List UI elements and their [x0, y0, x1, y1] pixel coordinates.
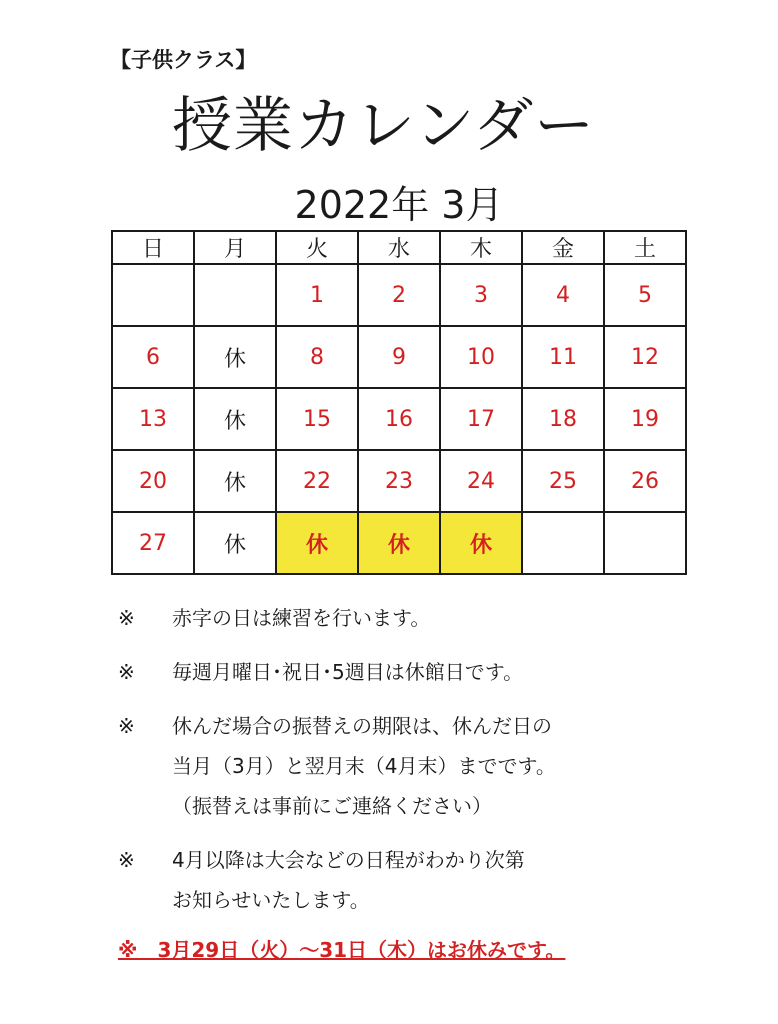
- calendar-cell-closed: 休: [440, 512, 522, 574]
- calendar-cell: 休: [194, 326, 276, 388]
- note-mark: ※: [118, 606, 135, 630]
- calendar-cell: 10: [440, 326, 522, 388]
- calendar-cell: 8: [276, 326, 358, 388]
- weekday-header-row: [112, 231, 686, 264]
- calendar-cell: [112, 264, 194, 326]
- calendar-week-row: [112, 264, 686, 326]
- note-3: [118, 706, 758, 746]
- calendar-cell: 27: [112, 512, 194, 574]
- note-3-line2: 当月（3月）と翌月末（4月末）までです。: [172, 754, 556, 778]
- closure-notice: ※ 3月29日（火）～31日（木）はお休みです。: [118, 938, 566, 962]
- calendar-week-row: [112, 512, 686, 574]
- note-mark: ※: [118, 848, 135, 872]
- calendar-cell: 22: [276, 450, 358, 512]
- calendar-cell: 23: [358, 450, 440, 512]
- weekday-header: 火: [276, 231, 358, 264]
- calendar-cell: 16: [358, 388, 440, 450]
- note-3-line3: （振替えは事前にご連絡ください）: [172, 794, 492, 818]
- note-mark: ※: [118, 714, 135, 738]
- note-4: [118, 840, 758, 880]
- calendar-cell: 休: [194, 388, 276, 450]
- weekday-header: 月: [194, 231, 276, 264]
- note-mark: ※: [118, 660, 135, 684]
- calendar-cell: 24: [440, 450, 522, 512]
- note-4-line1: 4月以降は大会などの日程がわかり次第: [172, 848, 525, 872]
- calendar-cell: 13: [112, 388, 194, 450]
- calendar-cell: 11: [522, 326, 604, 388]
- weekday-header: 土: [604, 231, 686, 264]
- calendar-cell: 15: [276, 388, 358, 450]
- calendar-cell: 3: [440, 264, 522, 326]
- calendar-cell: 25: [522, 450, 604, 512]
- notes: [118, 598, 758, 963]
- calendar-week-row: [112, 450, 686, 512]
- calendar-cell: 20: [112, 450, 194, 512]
- calendar-cell: 4: [522, 264, 604, 326]
- calendar-cell: 6: [112, 326, 194, 388]
- calendar-cell: 5: [604, 264, 686, 326]
- calendar-cell-closed: 休: [276, 512, 358, 574]
- calendar-table: [111, 230, 687, 575]
- calendar-cell: 1: [276, 264, 358, 326]
- note-2: [118, 652, 758, 692]
- calendar-cell: [522, 512, 604, 574]
- calendar-cell: [194, 264, 276, 326]
- calendar-cell: 17: [440, 388, 522, 450]
- calendar-cell: [604, 512, 686, 574]
- weekday-header: 木: [440, 231, 522, 264]
- calendar-cell: 2: [358, 264, 440, 326]
- note-3-line1: 休んだ場合の振替えの期限は、休んだ日の: [172, 714, 552, 738]
- calendar-cell: 休: [194, 512, 276, 574]
- calendar-cell: 18: [522, 388, 604, 450]
- note-1-text: 赤字の日は練習を行います。: [172, 606, 431, 630]
- page-title: 授業カレンダー: [172, 91, 596, 161]
- weekday-header: 日: [112, 231, 194, 264]
- calendar-cell: 9: [358, 326, 440, 388]
- note-2-text: 毎週月曜日･祝日･5週目は休館日です。: [172, 660, 524, 684]
- note-4-line2: お知らせいたします。: [172, 888, 370, 912]
- class-label: 【子供クラス】: [110, 48, 257, 72]
- calendar-cell: 休: [194, 450, 276, 512]
- calendar-cell: 26: [604, 450, 686, 512]
- calendar-week-row: [112, 326, 686, 388]
- weekday-header: 金: [522, 231, 604, 264]
- note-1: [118, 598, 758, 638]
- calendar-cell: 12: [604, 326, 686, 388]
- calendar-cell-closed: 休: [358, 512, 440, 574]
- calendar-cell: 19: [604, 388, 686, 450]
- calendar-week-row: [112, 388, 686, 450]
- calendar-body: [112, 264, 686, 574]
- weekday-header: 水: [358, 231, 440, 264]
- month-label: 2022年 3月: [294, 183, 504, 227]
